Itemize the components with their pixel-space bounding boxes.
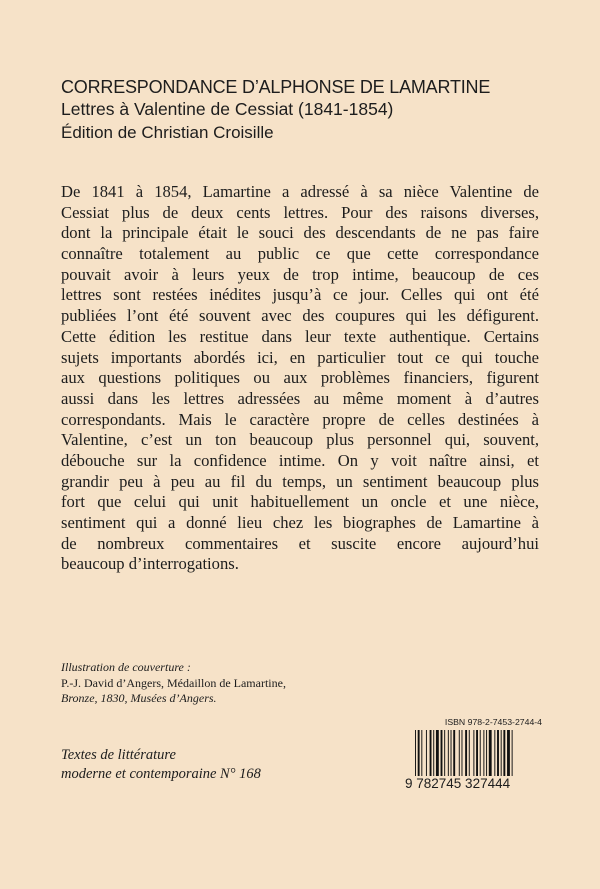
blurb-line: publiées l’ont été souvent avec des coupures qui les défigurent. (61, 306, 539, 326)
isbn-label: ISBN 978-2-7453-2744-4 (444, 717, 542, 727)
cover-illustration-credit (61, 660, 321, 707)
blurb-line: pouvait avoir à leurs yeux de trop intime, beaucoup de ces (61, 264, 539, 284)
blurb-line: fort que celui qui unit habituellement un oncle et une nièce, (61, 492, 539, 512)
back-cover-blurb (61, 182, 539, 575)
book-title: CORRESPONDANCE D’ALPHONSE DE LAMARTINE (61, 77, 491, 97)
blurb-line: lettres sont restées inédites jusqu’à ce jour. Celles qui ont été (61, 285, 539, 305)
blurb-line: connaître totalement au public ce que cette correspondance (61, 244, 539, 264)
blurb-line: beaucoup d’interrogations. (61, 554, 239, 574)
blurb-line: aux questions politiques ou aux problèmes financiers, figurent (61, 368, 539, 388)
book-edition: Édition de Christian Croisille (61, 123, 274, 142)
blurb-line: Cessiat plus de deux cents lettres. Pour des raisons diverses, (61, 202, 539, 222)
book-subtitle: Lettres à Valentine de Cessiat (1841-1854) (61, 99, 394, 119)
blurb-line: grandir peu à peu au fil du temps, un sentiment beaucoup plus (61, 471, 539, 491)
barcode-digits: 9 782745 327444 (405, 776, 511, 791)
blurb-line: aussi dans les lettres adressées au même moment à d’autres (61, 388, 539, 408)
blurb-line: sentiment qui a donné lieu chez les biographes de Lamartine à (61, 513, 539, 532)
blurb-line: sujets importants abordés ici, en particulier tout ce qui touche (61, 347, 539, 367)
series-line: moderne et contemporaine N° 168 (61, 766, 261, 782)
credit-line: P.-J. David d’Angers, Médaillon de Lamartine, (61, 675, 286, 690)
blurb-line: correspondants. Mais le caractère propre de celles destinées à (61, 409, 539, 429)
blurb-line: de nombreux commentaires et suscite encore aujourd’hui (61, 533, 539, 553)
series-line: Textes de littérature (61, 747, 176, 763)
blurb-line: Valentine, c’est un ton beaucoup plus personnel qui, souvent, (61, 430, 539, 450)
blurb-line: De 1841 à 1854, Lamartine a adressé à sa nièce Valentine de (61, 182, 539, 201)
blurb-line: Cette édition les restitue dans leur texte authentique. Certains (61, 326, 539, 346)
book-header (61, 76, 561, 145)
series-info (61, 746, 321, 784)
credit-line: Bronze, 1830, Musées d’Angers. (61, 691, 217, 705)
blurb-line: dont la principale était le souci des descendants de ne pas faire (61, 223, 539, 243)
credit-heading: Illustration de couverture : (61, 660, 191, 674)
blurb-line: débouche sur la confidence intime. On y voit naître ainsi, et (61, 450, 539, 470)
